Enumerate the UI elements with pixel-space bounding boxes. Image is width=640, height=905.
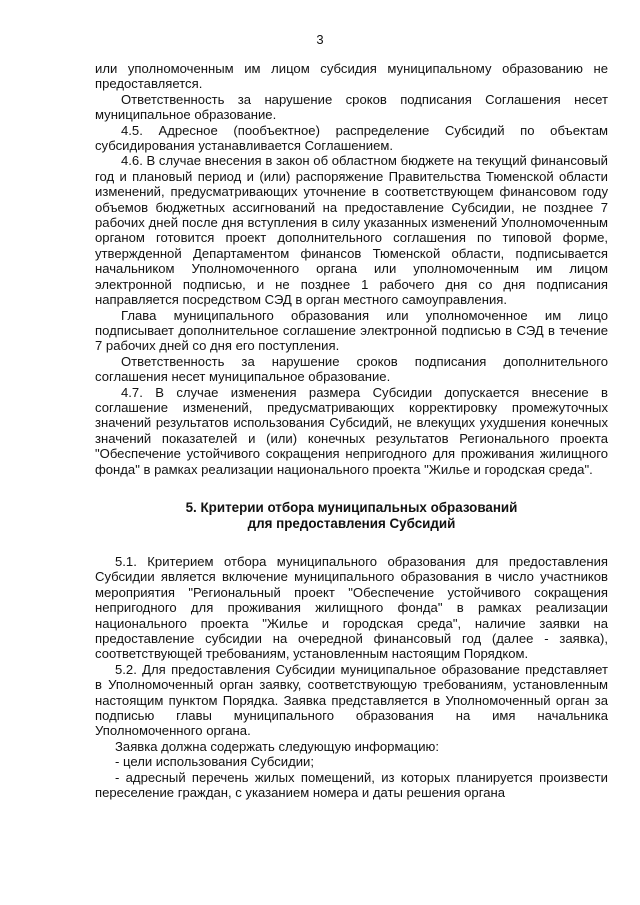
section-heading-line-1: 5. Критерии отбора муниципальных образований (185, 499, 518, 515)
paragraph-4-7: 4.7. В случае изменения размера Субсидии допускается внесение в соглашение изменений, предусматривающих корректировку промежуточных значений результатов использования Субсидий, не влекущих ухудшения конечных значений показателей и (или) конечных результатов Регионального проекта "Обеспечение устойчивого сокращения непригодного для проживания жилищного фонда" в рамках реализации национального проекта "Жилье и городская среда". (95, 384, 608, 477)
paragraph-4-6: 4.6. В случае внесения в закон об областном бюджете на текущий финансовый год и плановый период и (или) распоряжение Правительства Тюменской области изменений, предусматривающих уточнение в соответствующем финансовом году объемов бюджетных ассигнований на предоставление Субсидии, не позднее 7 рабочих дней после дня вступления в силу указанных изменений Уполномоченным органом готовится проект дополнительного соглашения по типовой форме, утвержденной Департаментом финансов Тюменской области, подписывается начальником Уполномоченного органа или уполномоченным им лицом электронной подписью, и не позднее 1 рабочего дня со дня подписания направляется посредством СЭД в орган местного самоуправления. (95, 153, 608, 308)
list-item-subsidy-goals: - цели использования Субсидии; (115, 754, 314, 770)
paragraph-4-5: 4.5. Адресное (пообъектное) распределение Субсидий по объектам субсидирования устанавливается Соглашением. (95, 122, 608, 154)
list-item-address-list: - адресный перечень жилых помещений, из которых планируется произвести переселение граждан, с указанием номера и даты решения органа (95, 769, 608, 801)
paragraph-responsibility-additional: Ответственность за нарушение сроков подписания дополнительного соглашения несет муниципальное образование. (95, 353, 608, 385)
paragraph-responsibility-agreement: Ответственность за нарушение сроков подписания Соглашения несет муниципальное образование. (95, 91, 608, 123)
paragraph-application-contents: Заявка должна содержать следующую информацию: (115, 738, 440, 754)
section-heading-line-2: для предоставления Субсидий (247, 515, 456, 531)
paragraph-5-1: 5.1. Критерием отбора муниципального образования для предоставления Субсидии является включение муниципального образования в число участников мероприятия "Региональный проект "Обеспечение устойчивого сокращения непригодного для проживания жилищного фонда" в рамках реализации национального проекта "Жилье и городская среда", наличие заявки на предоставление субсидии на очередной финансовый год (далее - заявка), соответствующей требованиям, установленным настоящим Порядком. (95, 553, 608, 662)
document-body (95, 61, 608, 800)
paragraph-5-2: 5.2. Для предоставления Субсидии муниципальное образование представляет в Уполномоченный орган заявку, соответствующую требованиям, установленным настоящим пунктом Порядка. Заявка представляется в Уполномоченный орган за подписью главы муниципального образования на имя начальника Уполномоченного органа. (95, 661, 608, 739)
page-number: 3 (316, 32, 324, 47)
paragraph-continuation: или уполномоченным им лицом субсидия муниципальному образованию не предоставляется. (95, 61, 608, 92)
section-heading-5 (95, 500, 608, 532)
paragraph-head-signs: Глава муниципального образования или уполномоченное им лицо подписывает дополнительное соглашение электронной подписью в СЭД в течение 7 рабочих дней со дня его поступления. (95, 307, 608, 354)
